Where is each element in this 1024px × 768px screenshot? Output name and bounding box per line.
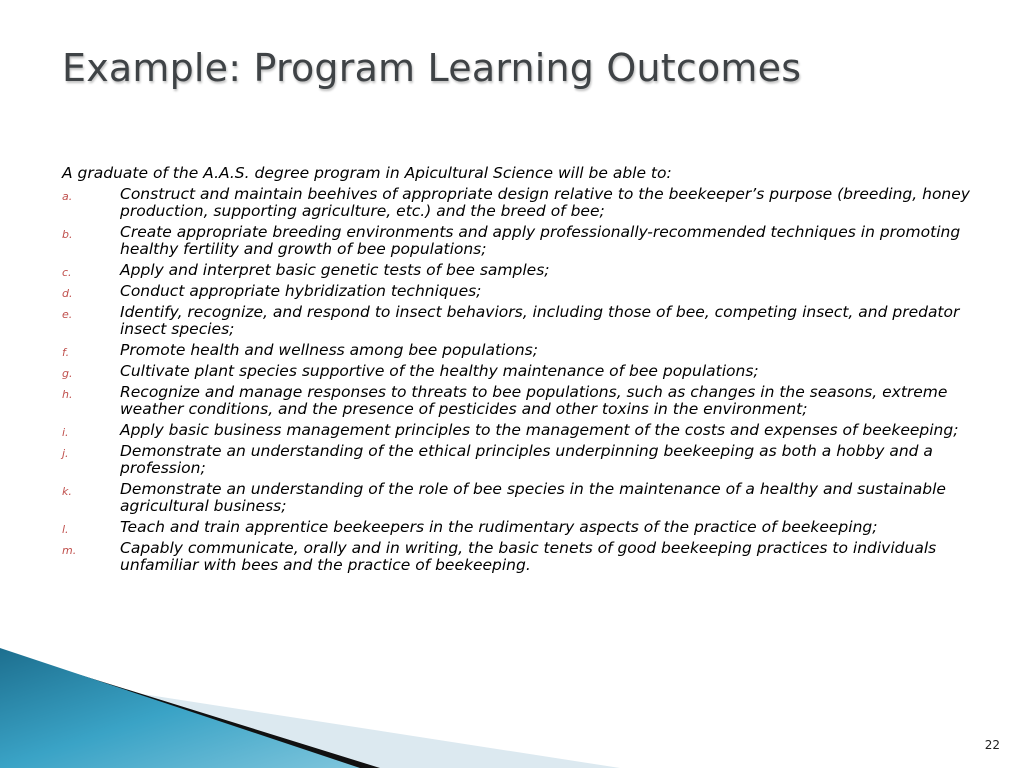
outcome-marker: g.: [62, 367, 73, 380]
outcome-text: Conduct appropriate hybridization techniques;: [120, 282, 482, 300]
outcome-marker: d.: [62, 287, 73, 300]
outcome-text: Promote health and wellness among bee populations;: [120, 341, 538, 359]
outcome-marker: i.: [62, 426, 69, 439]
decor-blue-wedge: [0, 648, 360, 768]
outcome-text: Teach and train apprentice beekeepers in the rudimentary aspects of the practice of beekeeping;: [120, 518, 878, 536]
outcome-text: Recognize and manage responses to threats to bee populations, such as changes in the seasons, extreme weather conditions, and the presence of pesticides and other toxins in the environment;: [120, 383, 948, 418]
outcome-text: Create appropriate breeding environments and apply professionally-recommended techniques in promoting healthy fertility and growth of bee populations;: [120, 223, 961, 258]
outcome-marker: a.: [62, 190, 73, 203]
outcome-marker: k.: [62, 485, 72, 498]
outcome-marker: l.: [62, 523, 69, 536]
slide-title: Example: Program Learning Outcomes: [62, 46, 802, 90]
outcome-marker: h.: [62, 388, 73, 401]
outcome-text: Apply and interpret basic genetic tests of bee samples;: [120, 261, 550, 279]
outcome-marker: m.: [62, 544, 77, 557]
intro-text: A graduate of the A.A.S. degree program in Apicultural Science will be able to:: [62, 164, 672, 182]
outcome-marker: f.: [62, 346, 70, 359]
slide-number: 22: [984, 738, 1000, 752]
outcome-text: Construct and maintain beehives of appropriate design relative to the beekeeper’s purpose (breeding, honey production, supporting agriculture, etc.) and the breed of bee;: [120, 185, 970, 220]
outcome-marker: b.: [62, 228, 73, 241]
outcome-text: Apply basic business management principles to the management of the costs and expenses of beekeeping;: [120, 421, 959, 439]
outcome-text: Demonstrate an understanding of the role of bee species in the maintenance of a healthy and sustainable agricultural business;: [120, 480, 946, 515]
outcome-text: Cultivate plant species supportive of the healthy maintenance of bee populations;: [120, 362, 759, 380]
outcome-text: Capably communicate, orally and in writing, the basic tenets of good beekeeping practices to individuals unfamiliar with bees and the practice of beekeeping.: [120, 539, 937, 574]
outcome-text: Demonstrate an understanding of the ethical principles underpinning beekeeping as both a hobby and a profession;: [120, 442, 933, 477]
outcome-text: Identify, recognize, and respond to insect behaviors, including those of bee, competing insect, and predator insect species;: [120, 303, 960, 338]
outcome-marker: e.: [62, 308, 73, 321]
outcome-marker: c.: [62, 266, 72, 279]
outcome-marker: j.: [62, 447, 69, 460]
